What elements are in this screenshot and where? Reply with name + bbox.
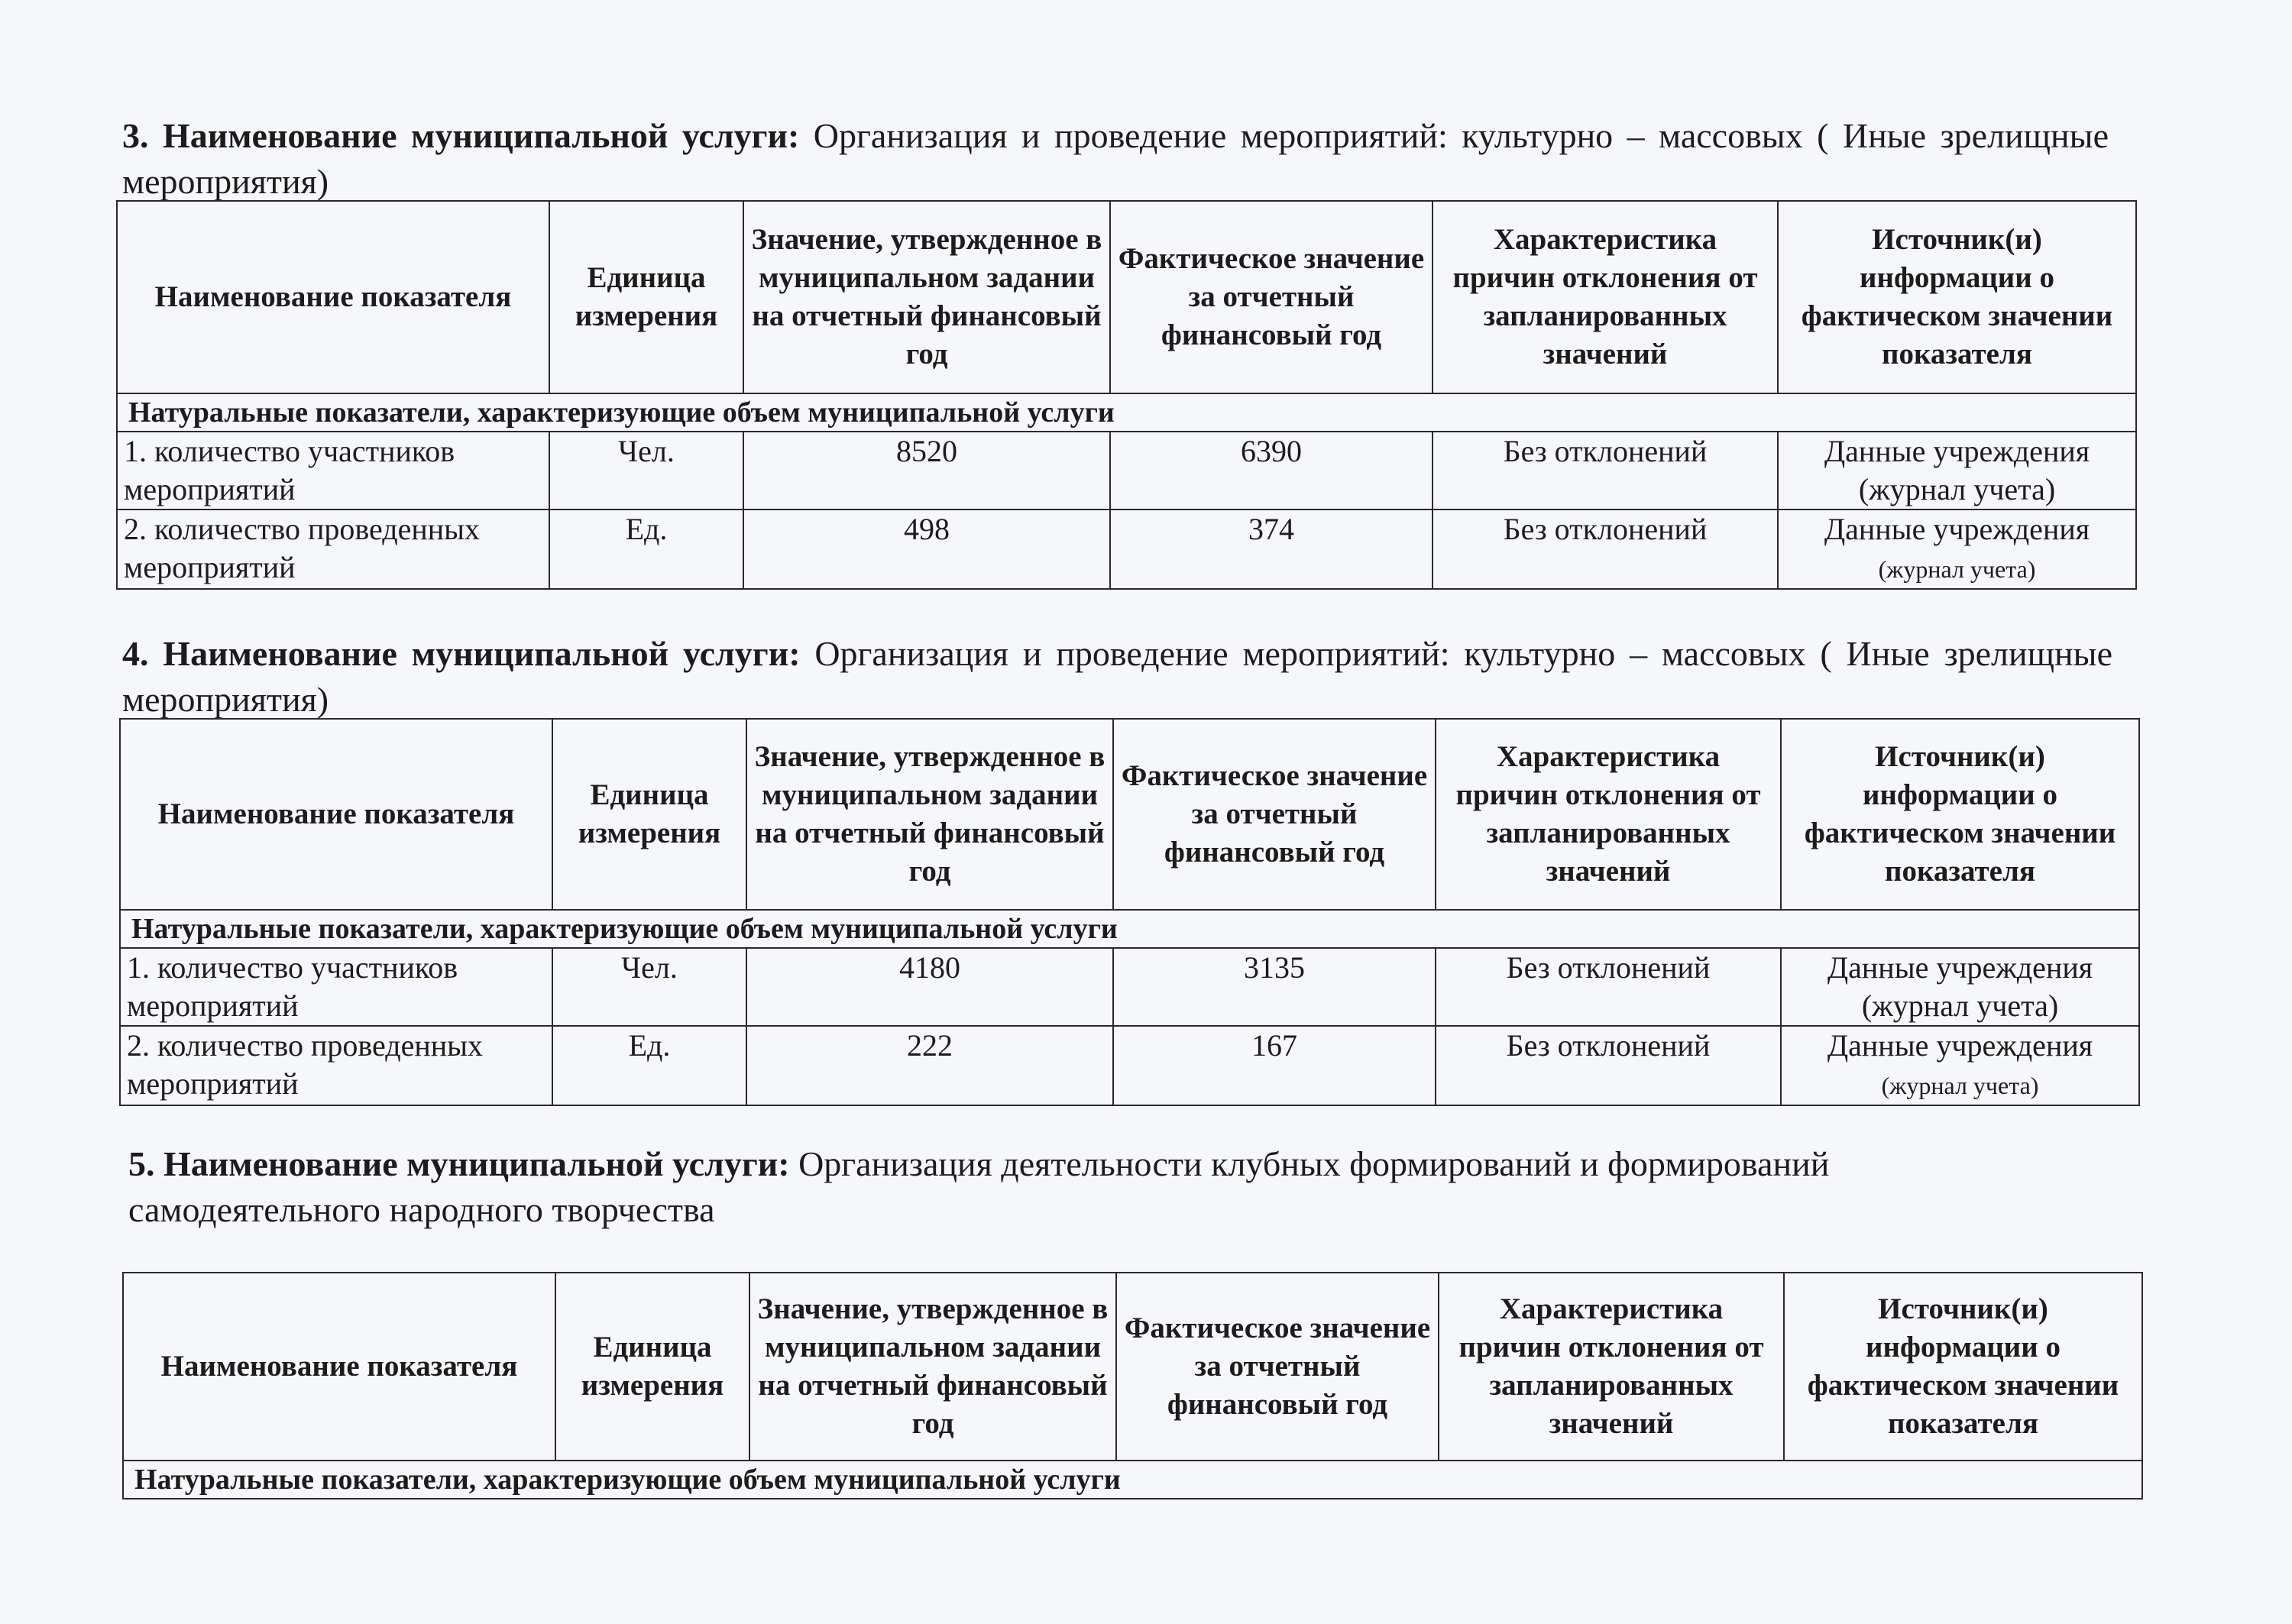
header-planned-value: Значение, утвержденное в муниципальном задании на отчетный финансовый год xyxy=(749,1273,1116,1461)
cell-indicator-name: 1. количество участников мероприятий xyxy=(120,948,552,1026)
header-actual-value: Фактическое значение за отчетный финансовый год xyxy=(1116,1273,1439,1461)
header-actual-value: Фактическое значение за отчетный финансовый год xyxy=(1113,719,1436,910)
header-unit: Единица измерения xyxy=(549,201,743,393)
header-deviation-reasons: Характеристика причин отклонения от запланированных значений xyxy=(1436,719,1781,910)
section-3-heading-text: Организация и проведение мероприятий: культурно – массовых ( Иные зрелищные мероприятия) xyxy=(122,116,2109,201)
table-row xyxy=(120,948,2139,1026)
cell-unit: Ед. xyxy=(552,1026,746,1105)
section-4-heading-label: 4. Наименование муниципальной услуги: xyxy=(122,634,801,673)
header-unit: Единица измерения xyxy=(552,719,746,910)
section-4-heading xyxy=(122,631,2112,723)
cell-planned-value: 4180 xyxy=(746,948,1113,1026)
header-planned-value: Значение, утвержденное в муниципальном задании на отчетный финансовый год xyxy=(746,719,1113,910)
section-4-table xyxy=(119,718,2140,1106)
source-note: (журнал учета) xyxy=(1858,472,2056,506)
cell-indicator-name: 1. количество участников мероприятий xyxy=(117,432,549,510)
source-main: Данные учреждения xyxy=(1824,434,2090,468)
source-main: Данные учреждения xyxy=(1827,1028,2093,1063)
source-main: Данные учреждения xyxy=(1827,950,2093,985)
cell-deviation: Без отклонений xyxy=(1436,948,1781,1026)
table-row xyxy=(117,432,2136,510)
header-unit: Единица измерения xyxy=(555,1273,749,1461)
section-5-heading-label: 5. Наименование муниципальной услуги: xyxy=(128,1144,790,1183)
source-note: (журнал учета) xyxy=(1881,1072,2039,1099)
section-3-heading-label: 3. Наименование муниципальной услуги: xyxy=(122,116,800,155)
header-indicator-name: Наименование показателя xyxy=(120,719,552,910)
section-3-table xyxy=(116,200,2137,590)
cell-unit: Чел. xyxy=(549,432,743,510)
header-info-source: Источник(и) информации о фактическом значении показателя xyxy=(1778,201,2136,393)
source-main: Данные учреждения xyxy=(1824,512,2090,546)
header-planned-value: Значение, утвержденное в муниципальном задании на отчетный финансовый год xyxy=(743,201,1110,393)
cell-actual-value: 3135 xyxy=(1113,948,1436,1026)
cell-unit: Ед. xyxy=(549,510,743,589)
cell-deviation: Без отклонений xyxy=(1432,432,1778,510)
header-deviation-reasons: Характеристика причин отклонения от запланированных значений xyxy=(1439,1273,1784,1461)
table-row xyxy=(117,510,2136,589)
section-5-heading xyxy=(128,1141,2023,1233)
cell-actual-value: 167 xyxy=(1113,1026,1436,1105)
header-indicator-name: Наименование показателя xyxy=(123,1273,555,1461)
source-note: (журнал учета) xyxy=(1878,555,2036,583)
cell-deviation: Без отклонений xyxy=(1432,510,1778,589)
cell-actual-value: 6390 xyxy=(1110,432,1432,510)
cell-planned-value: 8520 xyxy=(743,432,1110,510)
cell-unit: Чел. xyxy=(552,948,746,1026)
group-label: Натуральные показатели, характеризующие объем муниципальной услуги xyxy=(117,393,2136,432)
cell-indicator-name: 2. количество проведенных мероприятий xyxy=(120,1026,552,1105)
table-row xyxy=(120,1026,2139,1105)
cell-planned-value: 498 xyxy=(743,510,1110,589)
cell-info-source xyxy=(1781,1026,2139,1105)
cell-planned-value: 222 xyxy=(746,1026,1113,1105)
header-indicator-name: Наименование показателя xyxy=(117,201,549,393)
section-4-heading-text: Организация и проведение мероприятий: культурно – массовых ( Иные зрелищные мероприятия) xyxy=(122,634,2112,719)
cell-deviation: Без отклонений xyxy=(1436,1026,1781,1105)
cell-info-source xyxy=(1778,510,2136,589)
section-5-heading-text: Организация деятельности клубных формирований и формирований самодеятельного народного творчества xyxy=(128,1144,1830,1229)
header-deviation-reasons: Характеристика причин отклонения от запланированных значений xyxy=(1432,201,1778,393)
group-label: Натуральные показатели, характеризующие объем муниципальной услуги xyxy=(123,1461,2142,1499)
cell-info-source xyxy=(1781,948,2139,1026)
group-label: Натуральные показатели, характеризующие объем муниципальной услуги xyxy=(120,910,2139,948)
header-info-source: Источник(и) информации о фактическом значении показателя xyxy=(1781,719,2139,910)
header-info-source: Источник(и) информации о фактическом значении показателя xyxy=(1784,1273,2142,1461)
source-note: (журнал учета) xyxy=(1861,988,2059,1023)
cell-indicator-name: 2. количество проведенных мероприятий xyxy=(117,510,549,589)
section-5-table xyxy=(122,1272,2143,1499)
cell-actual-value: 374 xyxy=(1110,510,1432,589)
header-actual-value: Фактическое значение за отчетный финансовый год xyxy=(1110,201,1432,393)
cell-info-source xyxy=(1778,432,2136,510)
section-3-heading xyxy=(122,113,2109,205)
